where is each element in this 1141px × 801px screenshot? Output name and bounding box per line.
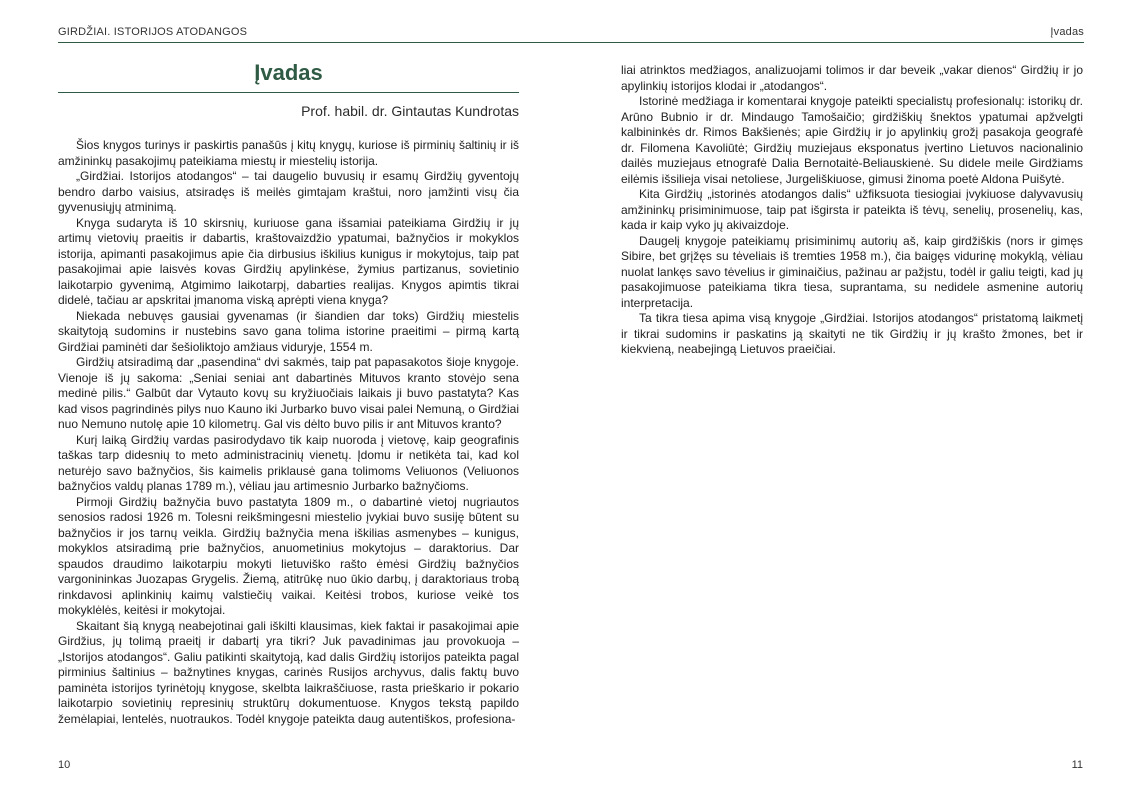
paragraph: Kita Girdžių „istorinės atodangos dalis“ užfiksuota tiesiogiai įvykiuose dalyvavusių amžininkų prisiminimuose, taip pat išgirsta ir pateikta iš tėvų, senelių, prosenelių, kas, kada ir kaip vyko jų akivaizdoje. <box>621 187 1083 232</box>
right-page-column <box>621 63 1083 358</box>
paragraph: Skaitant šią knygą neabejotinai gali iškilti klausimas, kiek faktai ir pasakojimai apie Girdžius, jų tolimą praeitį ir dabartį yra tikri? Juk pavadinimas jau provokuoja – „Istorijos atodangos“. Galiu patikinti skaitytoją, kad dalis Girdžių istorijos pateikta pagal pirminius šaltinius – bažnytines knygas, carinės Rusijos archyvus, dalis faktų buvo paminėta istorijos tyrinėtojų knygose, skelbta laikraščiuose, rasta prieškario ir pokario laikotarpio sovietinių represinių struktūrų dokumentuose. Knygos tekstą papildo žemėlapiai, lentelės, nuotraukos. Todėl knygoje pateikta daug autentiškos, profesiona- <box>58 618 519 726</box>
header-rule <box>58 42 1084 43</box>
left-page-column <box>58 60 519 727</box>
paragraph: Kurį laiką Girdžių vardas pasirodydavo tik kaip nuoroda į vietovę, kaip geografinis taškas tarp didesnių to meto administracinių vienetų. Įdomu ir netikėta tai, kad kol neturėjo savo bažnyčios, šis kaimelis priklausė gana tolimoms Veliuonos (Veliuonos bažnyčios valdų planas 1789 m.), vėliau jau artimesnio Jurbarko bažnyčioms. <box>58 432 519 493</box>
left-page-body <box>58 138 519 727</box>
paragraph: Pirmoji Girdžių bažnyčia buvo pastatyta 1809 m., o dabartinė vietoj nugriautos senosios radosi 1926 m. Tolesni reikšmingesni miestelio įvykiai buvo susiję būtent su bažnyčios ir jos tarnų veikla. Girdžių bažnyčia mena iškilias asmenybes – kunigus, mokyklos atsiradimą prie bažnyčios, anuometinius mokytojus – daraktorius. Dar spaudos draudimo laikotarpiu mokyti lietuviško rašto ėmėsi Girdžių bažnyčios vargonininkas Juozapas Grygelis. Žiemą, atitrūkę nuo ūkio darbų, į daraktoriaus trobą rinkdavosi aplinkinių kaimų valstiečių vaikai. Keitėsi trobos, kuriose veikė tos mokyklėlės, keitėsi ir mokytojai. <box>58 494 519 617</box>
paragraph: liai atrinktos medžiagos, analizuojami tolimos ir dar beveik „vakar dienos“ Girdžių ir jo apylinkių istorijos klodai ir „atodangos“. <box>621 63 1083 93</box>
running-header <box>58 26 1084 42</box>
paragraph: Ta tikra tiesa apima visą knygoje „Girdžiai. Istorijos atodangos“ pristatomą laikmetį ir tikrai sudomins ir paskatins ją skaityti ne tik Girdžių ir jų krašto žmones, bet ir kiekvieną, neabejingą Lietuvos praeičiai. <box>621 311 1083 356</box>
author-byline: Prof. habil. dr. Gintautas Kundrotas <box>301 103 519 119</box>
paragraph: Niekada nebuvęs gausiai gyvenamas (ir šiandien dar toks) Girdžių miestelis skaitytoją sudomins ir nustebins savo gana tolima istorine praeitimi – pirmą kartą Girdžiai paminėti dar šešioliktojo amžiaus viduryje, 1554 m. <box>58 308 519 354</box>
paragraph: Daugelį knygoje pateikiamų prisiminimų autorių aš, kaip girdžiškis (nors ir gimęs Sibire, bet grįžęs su tėveliais iš tremties 1958 m.), čia baigęs vidurinę mokyklą, vėliau nuolat lankęs savo tėvelius ir giminaičius, pažinau ar pažįstu, todėl ir galiu teigti, kad jų pasakojimuose pateikiama tikra tiesa, suprantama, su nedidele asmenine autorių interpretacija. <box>621 233 1083 310</box>
title-rule <box>58 92 519 93</box>
paragraph: Šios knygos turinys ir paskirtis panašūs į kitų knygų, kuriose iš pirminių šaltinių ir iš amžininkų pasakojimų pateikiama miestų ir miestelių istorija. <box>58 138 519 168</box>
page-number-left: 10 <box>58 759 71 771</box>
paragraph: Girdžių atsiradimą dar „pasendina“ dvi sakmės, taip pat papasakotos šioje knygoje. Vienoje iš jų sakoma: „Seniai seniai ant dabartinės Mituvos kranto stovėjo sena medinė pilis.“ Galbūt dar Vytauto kovų su kryžiuočiais laikais ji buvo pastatyta? Kas kad visos pagrindinės pilys nuo Kauno iki Jurbarko buvo visai palei Nemuną, o Girdžiai nuo Nemuno nutolę apie 10 kilometrų. Gal vis dėlto buvo pilis ir ant Mituvos kranto? <box>58 355 519 431</box>
running-header-section: Įvadas <box>1050 26 1084 38</box>
paragraph: Istorinė medžiaga ir komentarai knygoje pateikti specialistų profesionalų: istorikų dr. Arūno Bubnio ir dr. Mindaugo Tamošaičio; girdžiškių šnektos ypatumai apžvelgti kalbininkės dr. Rimos Bakšienės; apie Girdžių ir jo apylinkių grožį pasakoja geografė dr. Filomena Kavoliūtė; Girdžių muziejaus eksponatus įvertino Lietuvos nacionalinio dailės muziejaus etnografė Dalia Bernotaitė-Beliauskienė. Su didele meile Girdžiams eilėmis išsilieja visai netoliese, Jurgeliškiuose, gimusi žinoma poetė Aldona Puišytė. <box>621 94 1083 186</box>
paragraph: „Girdžiai. Istorijos atodangos“ – tai daugelio buvusių ir esamų Girdžių gyventojų bendro darbo vaisius, atsiradęs iš meilės gimtajam kraštui, noro įamžinti visų čia gyvenusiųjų atminimą. <box>58 169 519 214</box>
page-number-right: 11 <box>1071 759 1083 771</box>
paragraph: Knyga sudaryta iš 10 skirsnių, kuriuose gana išsamiai pateikiama Girdžių ir jų artimų vietovių praeitis ir dabartis, kraštovaizdžio ypatumai, bažnyčios ir mokyklos istorija, apimanti pasakojimus apie čia dirbusius iškilius kunigus ir mokytojus, taip pat pasakojimai apie laisvės kovas Girdžių apylinkėse, žymius partizanus, sovietinio laikotarpio gyvenimą, Atgimimo laikotarpį, dabarties realijas. Knygos apimtis tikrai didelė, tačiau ar apskritai įmanoma viską aprėpti viena knyga? <box>58 215 519 307</box>
running-header-book-title: GIRDŽIAI. ISTORIJOS ATODANGOS <box>58 26 248 38</box>
chapter-title: Įvadas <box>254 60 323 85</box>
